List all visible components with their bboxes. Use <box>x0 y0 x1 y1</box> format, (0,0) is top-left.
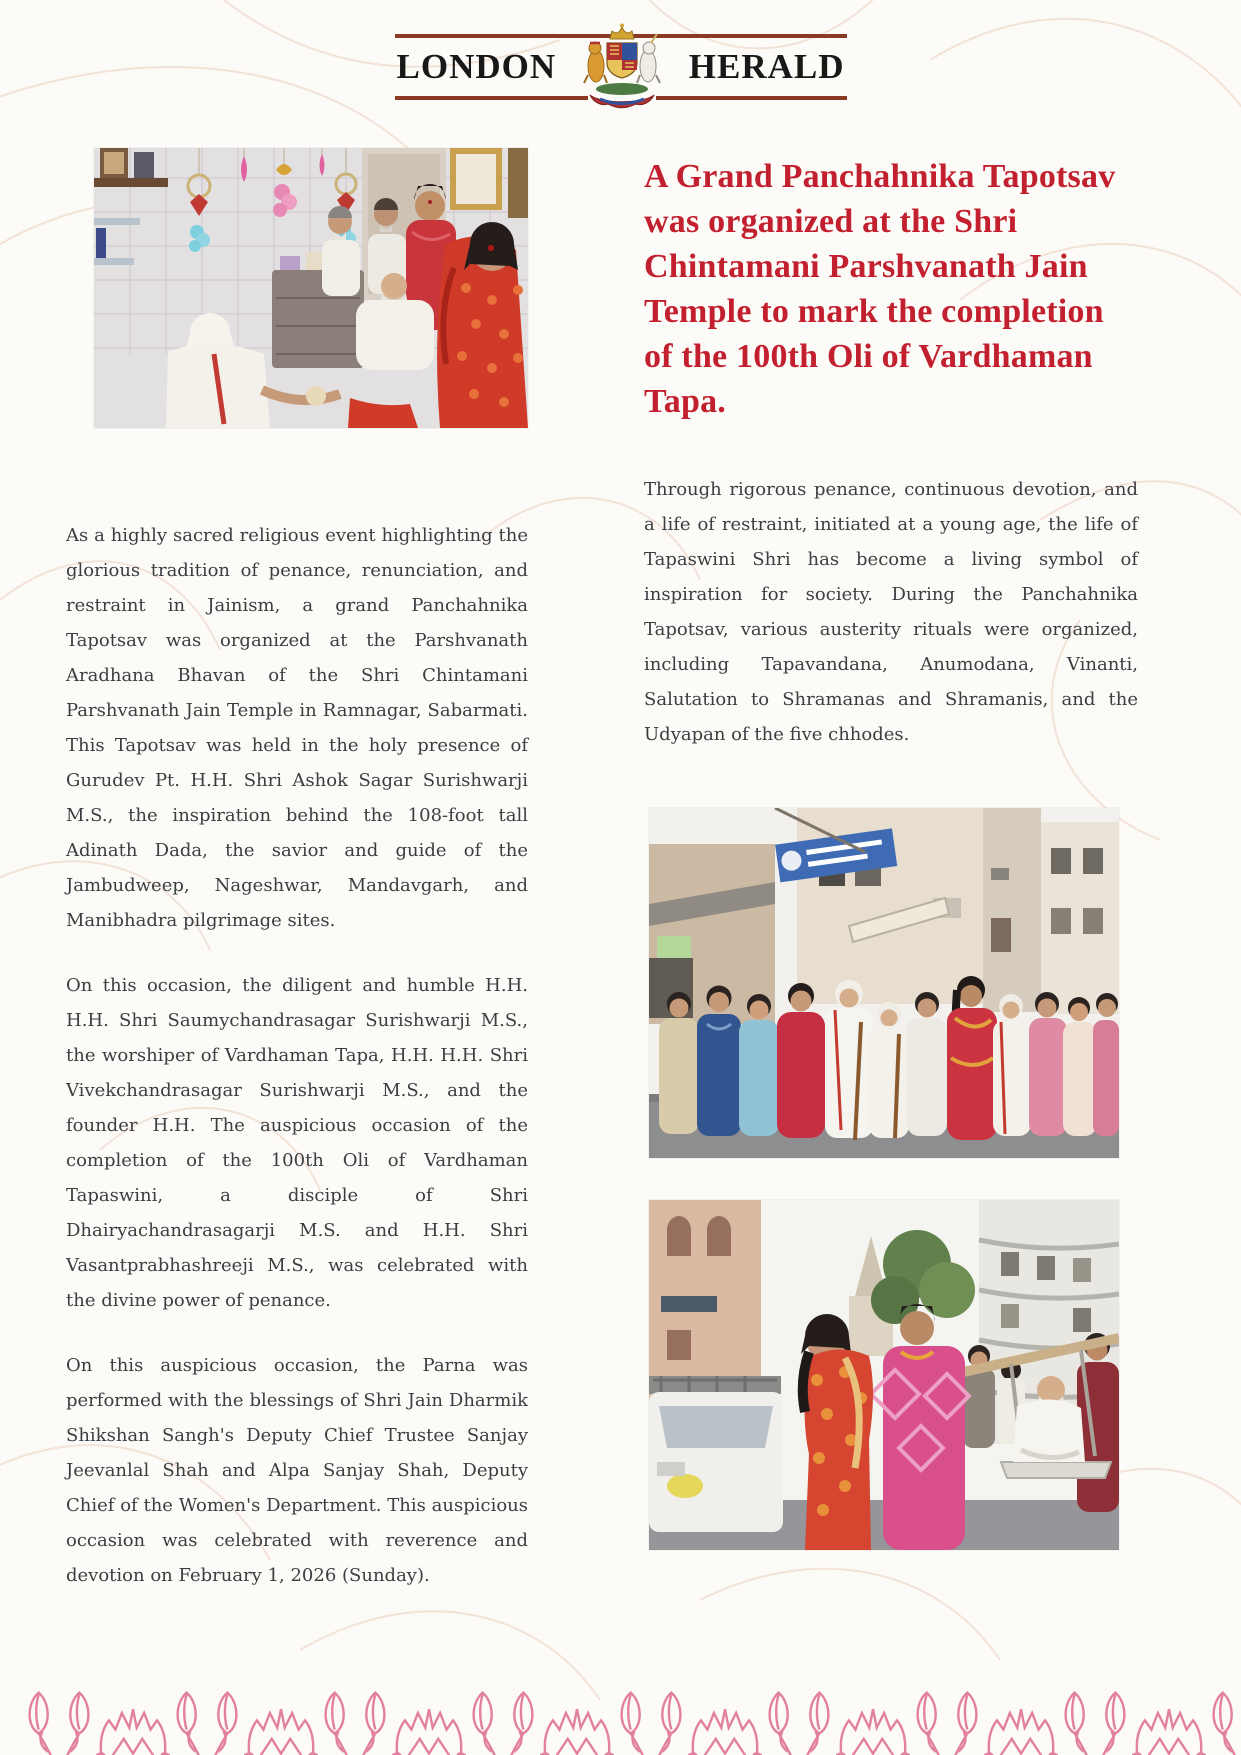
photo-palanquin-procession <box>649 1200 1119 1550</box>
masthead-title-left: LONDON <box>396 47 557 86</box>
bud-motif-icon <box>1206 1675 1241 1755</box>
article-paragraph: On this occasion, the diligent and humble H.H. H.H. Shri Saumychandrasagar Surishwarji M.S., the worshiper of Vardhaman Tapa, H.H. H.H. Shri Vivekchandrasagar Surishwarji M.S., and the founder H.H. The auspicious occasion of the completion of the 100th Oli of Vardhaman Tapaswini, a disciple of Shri Dhairyachandrasagarji M.S. and H.H. Shri Vasantprabhashreeji M.S., was celebrated with the divine power of penance. <box>66 975 528 1311</box>
photo-street-group <box>649 808 1119 1158</box>
photo-temple-ceremony <box>94 148 528 428</box>
bud-motif-icon <box>318 1675 392 1755</box>
bud-motif-icon <box>910 1675 984 1755</box>
lotus-motif-icon <box>392 1675 466 1755</box>
left-column-text <box>66 518 528 1593</box>
article-paragraph: As a highly sacred religious event highlighting the glorious tradition of penance, renunciation, and restraint in Jainism, a grand Panchahnika Tapotsav was organized at the Parshvanath Aradhana Bhavan of the Shri Chintamani Parshvanath Jain Temple in Ramnagar, Sabarmati. This Tapotsav was held in the holy presence of Gurudev Pt. H.H. Shri Ashok Sagar Surishwarji M.S., the inspiration behind the 108-foot tall Adinath Dada, the savior and guide of the Jambudweep, Nageshwar, Mandavgarh, and Manibhadra pilgrimage sites. <box>66 525 528 931</box>
article-paragraph: Through rigorous penance, continuous devotion, and a life of restraint, initiated at a young age, the life of Tapaswini Shri has become a living symbol of inspiration for society. During the Panchahnika Tapotsav, various austerity rituals were organized, including Tapavandana, Anumodana, Vinanti, Salutation to Shramanas and Shramanis, and the Udyapan of the five chhodes. <box>644 479 1138 745</box>
bud-motif-icon <box>22 1675 96 1755</box>
right-column-text <box>644 472 1138 752</box>
flower-row <box>0 1675 1241 1755</box>
bud-motif-icon <box>762 1675 836 1755</box>
headline: A Grand Panchahnika Tapotsav was organized at the Shri Chintamani Parshvanath Jain Temple to mark the completion of the 100th Oli of Vardhaman Tapa. <box>644 158 1116 420</box>
masthead <box>395 34 847 100</box>
article-paragraph: On this auspicious occasion, the Parna was performed with the blessings of Shri Jain Dharmik Shikshan Sangh's Deputy Chief Trustee Sanjay Jeevanlal Shah and Alpa Sanjay Shah, Deputy Chief of the Women's Department. This auspicious occasion was celebrated with reverence and devotion on February 1, 2026 (Sunday). <box>66 1355 528 1586</box>
bud-motif-icon <box>1058 1675 1132 1755</box>
lotus-motif-icon <box>688 1675 762 1755</box>
royal-coat-of-arms-icon <box>576 23 668 115</box>
bud-motif-icon <box>466 1675 540 1755</box>
lotus-motif-icon <box>96 1675 170 1755</box>
lotus-motif-icon <box>244 1675 318 1755</box>
bud-motif-icon <box>170 1675 244 1755</box>
lotus-motif-icon <box>984 1675 1058 1755</box>
bud-motif-icon <box>614 1675 688 1755</box>
lotus-motif-icon <box>1132 1675 1206 1755</box>
masthead-title-right: HERALD <box>688 47 845 86</box>
lotus-motif-icon <box>540 1675 614 1755</box>
article-columns <box>0 100 1241 1623</box>
left-column <box>66 100 528 1623</box>
floral-border <box>0 1675 1241 1755</box>
lotus-motif-icon <box>836 1675 910 1755</box>
right-column <box>644 100 1138 1623</box>
